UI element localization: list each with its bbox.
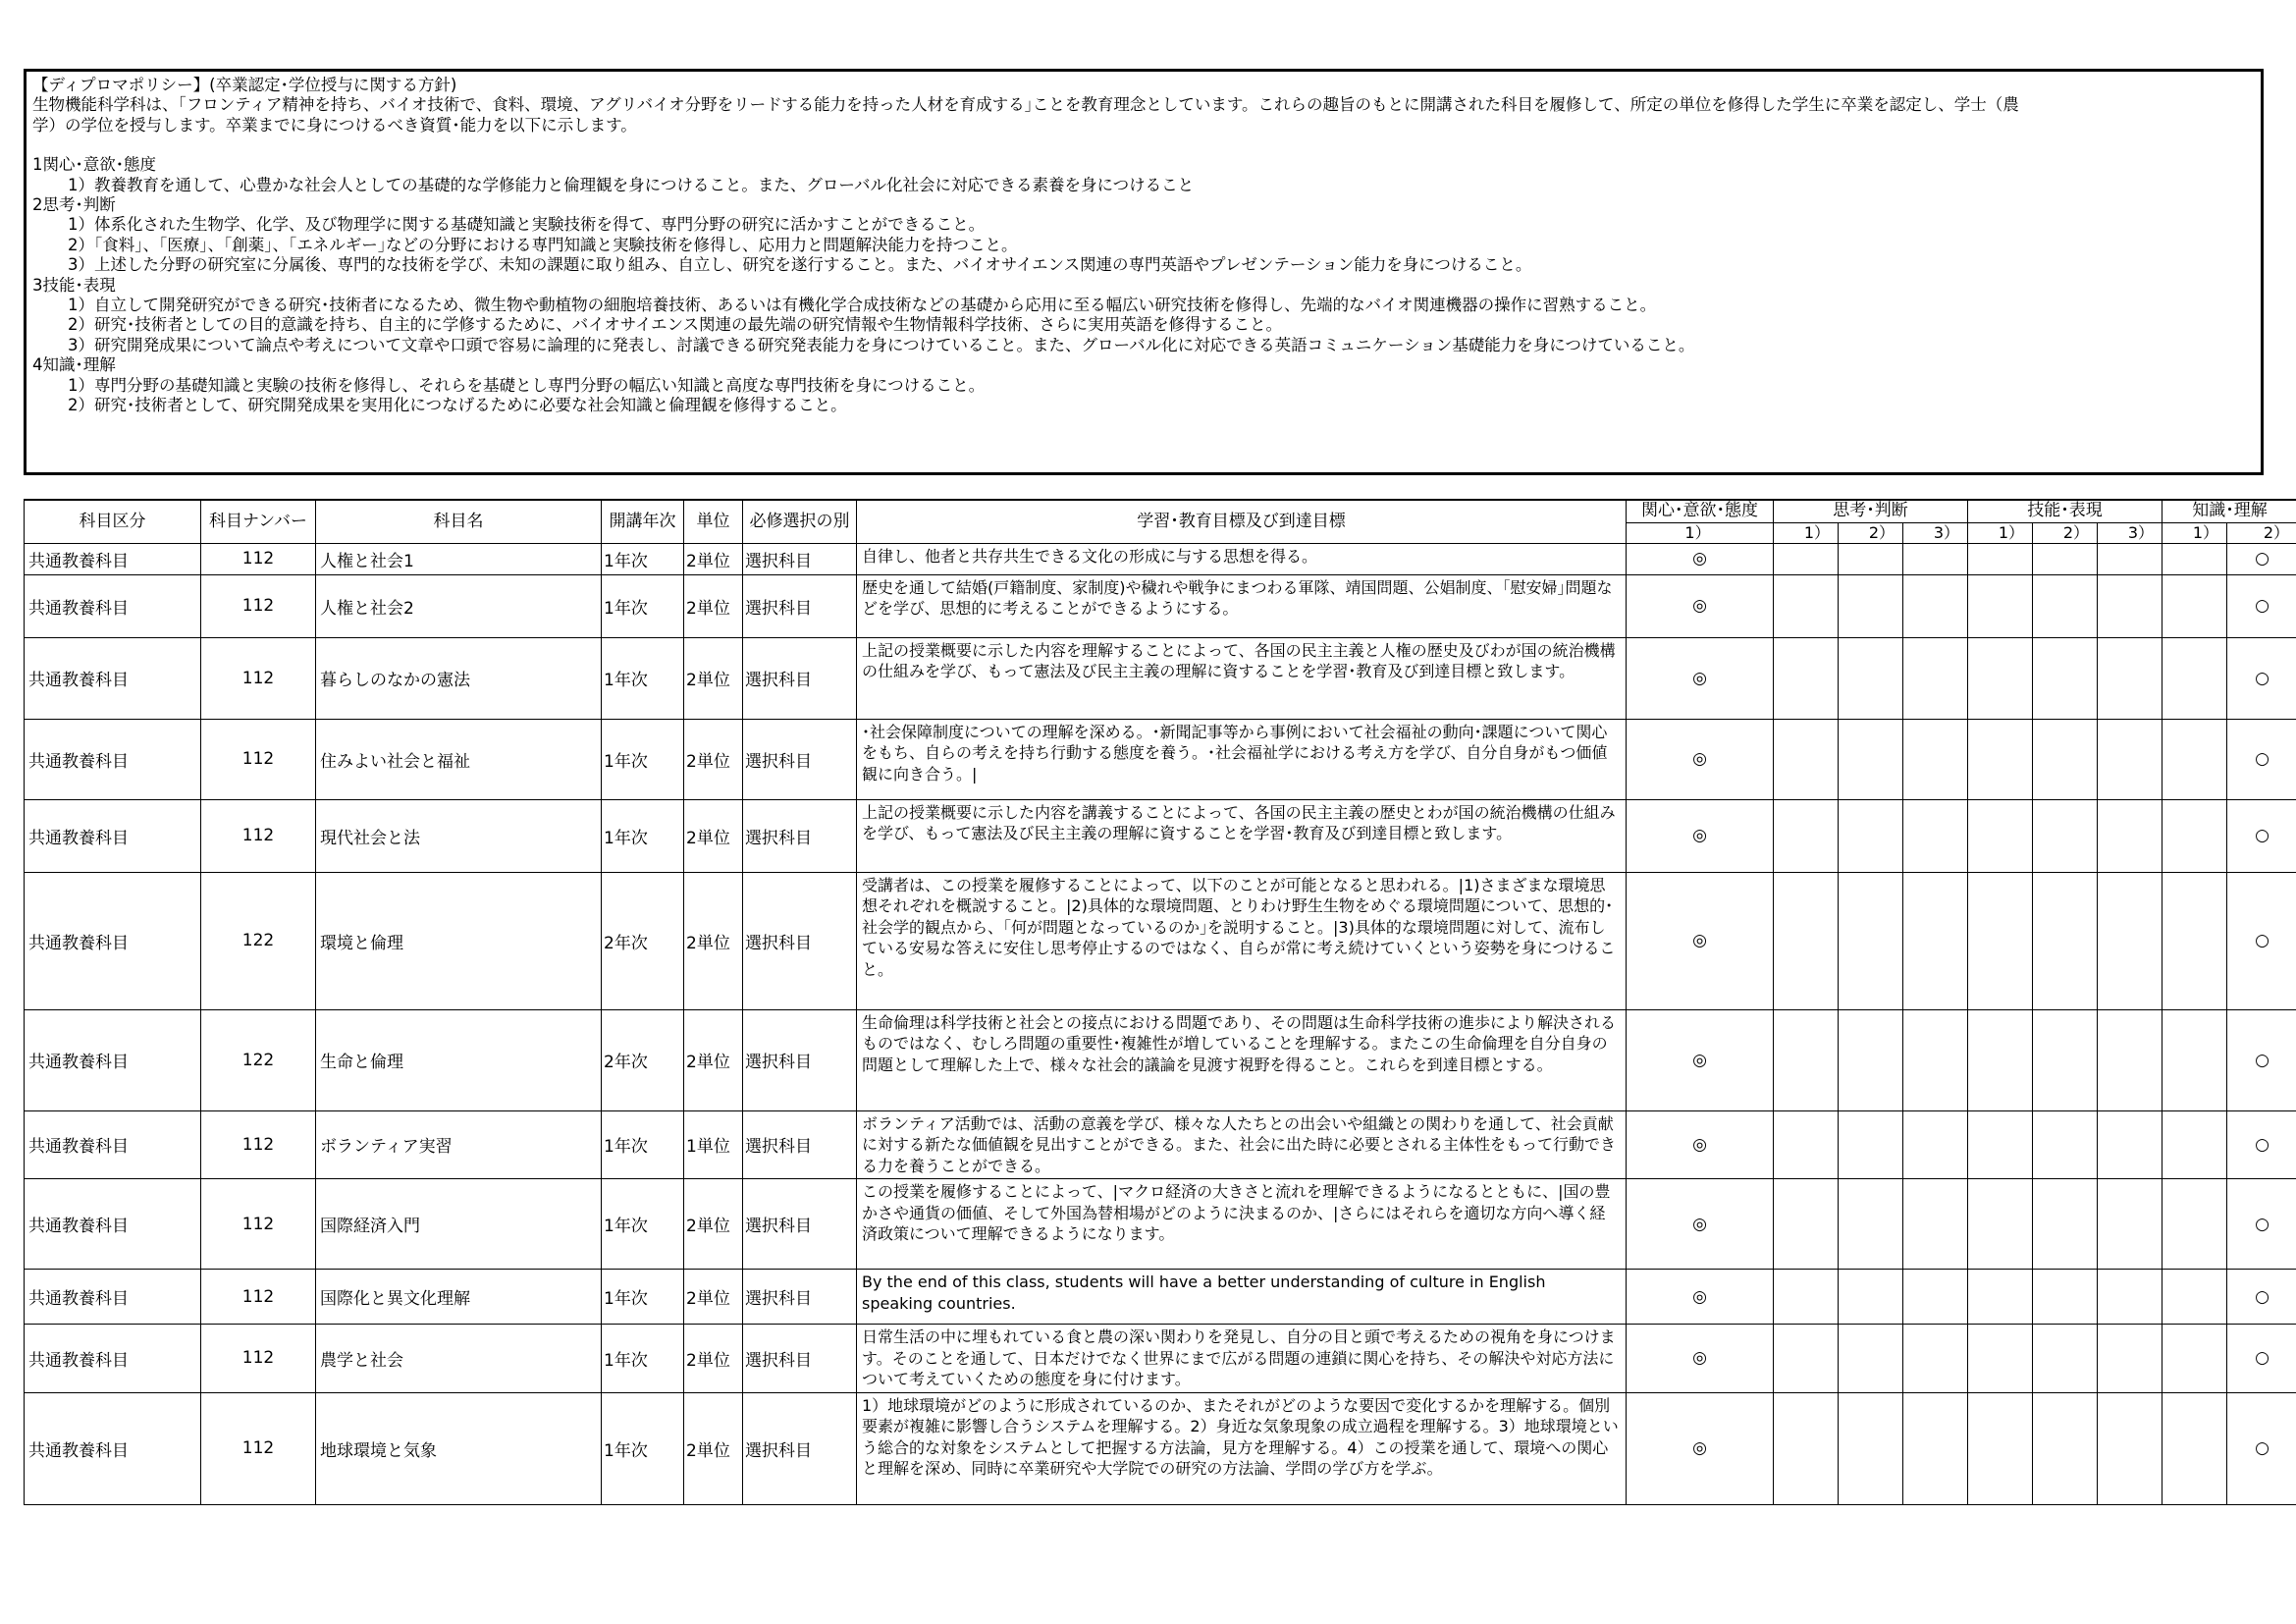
cell-number: 112 [201, 574, 316, 637]
mark-knowledge-2: ○ [2227, 543, 2296, 574]
header-required: 必修選択の別 [743, 500, 857, 543]
header-unit: 単位 [684, 500, 743, 543]
mark-interest-1: ◎ [1627, 1392, 1774, 1504]
cell-year: 1年次 [602, 574, 684, 637]
cell-unit: 2単位 [684, 1325, 743, 1393]
cell-year: 2年次 [602, 872, 684, 1009]
cell-name: 国際化と異文化理解 [316, 1270, 602, 1325]
cell-year: 1年次 [602, 1392, 684, 1504]
cell-name: 人権と社会2 [316, 574, 602, 637]
cell-unit: 2単位 [684, 637, 743, 719]
table-row [25, 1270, 2296, 1325]
policy-spacer [32, 135, 2255, 155]
sub-skills-2: 2） [2033, 522, 2098, 543]
cell-number: 122 [201, 1009, 316, 1110]
cell-year: 1年次 [602, 799, 684, 872]
mark-interest-1: ◎ [1627, 1110, 1774, 1179]
cell-category: 共通教養科目 [25, 1110, 201, 1179]
header-year: 開講年次 [602, 500, 684, 543]
cell-name: 住みよい社会と福祉 [316, 719, 602, 799]
sub-thinking-1: 1） [1774, 522, 1839, 543]
mark-interest-1: ◎ [1627, 872, 1774, 1009]
table-row [25, 719, 2296, 799]
cell-number: 112 [201, 799, 316, 872]
header-course-number: 科目ナンバー [201, 500, 316, 543]
cell-required: 選択科目 [743, 574, 857, 637]
table-row [25, 574, 2296, 637]
section-4-title: 4知識･理解 [32, 355, 116, 375]
cell-year: 1年次 [602, 1325, 684, 1393]
cell-name: 現代社会と法 [316, 799, 602, 872]
cell-unit: 2単位 [684, 1392, 743, 1504]
mark-knowledge-2: ○ [2227, 1110, 2296, 1179]
sub-knowledge-1: 1） [2163, 522, 2227, 543]
mark-interest-1: ◎ [1627, 574, 1774, 637]
sub-skills-1: 1） [1968, 522, 2033, 543]
header-thinking: 思考･判断 [1774, 500, 1968, 522]
cell-year: 1年次 [602, 1270, 684, 1325]
cell-goal: 受講者は、この授業を履修することによって、以下のことが可能となると思われる。|1)さまざまな環境思想それぞれを概説すること。|2)具体的な環境問題、とりわけ野生生物をめぐる環境問題について、思想的･社会学的観点から、｢何が問題となっているのか｣を説明すること。|3)具体的な環境問題に対して、流布している安易な答えに安住し思考停止するのではなく、自らが常に考え続けていくという姿勢を身につけること。 [857, 872, 1627, 1009]
mark-knowledge-2: ○ [2227, 799, 2296, 872]
cell-number: 112 [201, 1270, 316, 1325]
cell-required: 選択科目 [743, 1110, 857, 1179]
section-3-item-2: 2）研究･技術者としての目的意識を持ち、自主的に学修するために、バイオサイエンス関連の最先端の研究情報や生物情報科学技術、さらに実用英語を修得すること。 [68, 315, 1282, 335]
section-2-title: 2思考･判断 [32, 195, 116, 215]
mark-knowledge-2: ○ [2227, 1325, 2296, 1393]
sub-interest-1: 1） [1627, 522, 1774, 543]
section-1-item-1: 1）教養教育を通して、心豊かな社会人としての基礎的な学修能力と倫理観を身につけること。また、グローバル化社会に対応できる素養を身につけること [68, 175, 1195, 194]
table-row [25, 799, 2296, 872]
mark-interest-1: ◎ [1627, 719, 1774, 799]
cell-unit: 1単位 [684, 1110, 743, 1179]
sub-knowledge-2: 2） [2227, 522, 2296, 543]
cell-required: 選択科目 [743, 1392, 857, 1504]
cell-category: 共通教養科目 [25, 1009, 201, 1110]
mark-knowledge-2: ○ [2227, 637, 2296, 719]
cell-required: 選択科目 [743, 799, 857, 872]
policy-intro-line-2: 学）の学位を授与します。卒業までに身につけるべき資質･能力を以下に示します。 [32, 115, 637, 135]
table-row [25, 1325, 2296, 1393]
cell-number: 112 [201, 637, 316, 719]
cell-name: 人権と社会1 [316, 543, 602, 574]
cell-year: 1年次 [602, 543, 684, 574]
cell-required: 選択科目 [743, 543, 857, 574]
cell-name: 環境と倫理 [316, 872, 602, 1009]
cell-number: 112 [201, 543, 316, 574]
mark-interest-1: ◎ [1627, 543, 1774, 574]
cell-number: 112 [201, 1110, 316, 1179]
mark-knowledge-2: ○ [2227, 1009, 2296, 1110]
mark-knowledge-2: ○ [2227, 1179, 2296, 1270]
table-row [25, 1179, 2296, 1270]
cell-number: 112 [201, 1392, 316, 1504]
header-category: 科目区分 [25, 500, 201, 543]
cell-required: 選択科目 [743, 872, 857, 1009]
header-interest: 関心･意欲･態度 [1627, 500, 1774, 522]
section-1-title: 1関心･意欲･態度 [32, 155, 156, 175]
cell-category: 共通教養科目 [25, 1270, 201, 1325]
cell-unit: 2単位 [684, 1270, 743, 1325]
cell-required: 選択科目 [743, 1009, 857, 1110]
cell-goal: 自律し、他者と共存共生できる文化の形成に与する思想を得る。 [857, 543, 1627, 574]
sub-thinking-3: 3） [1903, 522, 1968, 543]
mark-interest-1: ◎ [1627, 1009, 1774, 1110]
cell-number: 112 [201, 719, 316, 799]
header-goals: 学習･教育目標及び到達目標 [857, 500, 1627, 543]
sub-skills-3: 3） [2098, 522, 2163, 543]
cell-goal: 上記の授業概要に示した内容を理解することによって、各国の民主主義と人権の歴史及びわが国の統治機構の仕組みを学び、もって憲法及び民主主義の理解に資することを学習･教育及び到達目標と致します。 [857, 637, 1627, 719]
cell-category: 共通教養科目 [25, 1325, 201, 1393]
cell-required: 選択科目 [743, 1325, 857, 1393]
mark-interest-1: ◎ [1627, 637, 1774, 719]
cell-category: 共通教養科目 [25, 1179, 201, 1270]
cell-year: 1年次 [602, 719, 684, 799]
table-row [25, 1110, 2296, 1179]
policy-heading: 【ディプロマポリシー】(卒業認定･学位授与に関する方針) [32, 76, 457, 94]
sub-thinking-2: 2） [1839, 522, 1903, 543]
cell-category: 共通教養科目 [25, 574, 201, 637]
cell-goal: 上記の授業概要に示した内容を講義することによって、各国の民主主義の歴史とわが国の統治機構の仕組みを学び、もって憲法及び民主主義の理解に資することを学習･教育及び到達目標と致します。 [857, 799, 1627, 872]
mark-interest-1: ◎ [1627, 1270, 1774, 1325]
cell-category: 共通教養科目 [25, 799, 201, 872]
policy-intro-line-1: 生物機能科学科は、｢フロンティア精神を持ち、バイオ技術で、食料、環境、アグリバイオ分野をリードする能力を持った人材を育成する｣ことを教育理念としています。これらの趣旨のもとに開講された科目を履修して、所定の単位を修得した学生に卒業を認定し、学士（農 [32, 95, 2019, 115]
cell-name: 国際経済入門 [316, 1179, 602, 1270]
section-3-item-3: 3）研究開発成果について論点や考えについて文章や口頭で容易に論理的に発表し、討議できる研究発表能力を身につけていること。また、グローバル化に対応できる英語コミュニケーション基礎能力を身につけていること。 [68, 335, 1695, 354]
cell-category: 共通教養科目 [25, 719, 201, 799]
cell-year: 1年次 [602, 1110, 684, 1179]
mark-knowledge-2: ○ [2227, 1392, 2296, 1504]
header-skills: 技能･表現 [1968, 500, 2163, 522]
cell-number: 112 [201, 1325, 316, 1393]
cell-required: 選択科目 [743, 719, 857, 799]
section-3-item-1: 1）自立して開発研究ができる研究･技術者になるため、微生物や動植物の細胞培養技術、あるいは有機化学合成技術などの基礎から応用に至る幅広い研究技術を修得し、先端的なバイオ関連機器の操作に習熟すること。 [68, 296, 1657, 315]
header-knowledge: 知識･理解 [2163, 500, 2296, 522]
cell-unit: 2単位 [684, 1179, 743, 1270]
section-2-item-3: 3）上述した分野の研究室に分属後、専門的な技術を学び、未知の課題に取り組み、自立し、研究を遂行すること。また、バイオサイエンス関連の専門英語やプレゼンテーション能力を身につけること。 [68, 255, 1532, 275]
cell-name: 暮らしのなかの憲法 [316, 637, 602, 719]
mark-knowledge-2: ○ [2227, 574, 2296, 637]
cell-goal: By the end of this class, students will have a better understanding of culture in English speaking countries. [857, 1270, 1627, 1325]
cell-unit: 2単位 [684, 543, 743, 574]
cell-required: 選択科目 [743, 637, 857, 719]
table-row [25, 872, 2296, 1009]
mark-knowledge-2: ○ [2227, 872, 2296, 1009]
course-table [24, 499, 2296, 1505]
table-row [25, 1392, 2296, 1504]
cell-unit: 2単位 [684, 1009, 743, 1110]
cell-name: ボランティア実習 [316, 1110, 602, 1179]
section-3-title: 3技能･表現 [32, 275, 116, 295]
cell-unit: 2単位 [684, 574, 743, 637]
header-course-name: 科目名 [316, 500, 602, 543]
cell-required: 選択科目 [743, 1179, 857, 1270]
cell-number: 112 [201, 1179, 316, 1270]
cell-year: 1年次 [602, 637, 684, 719]
section-4-item-1: 1）専門分野の基礎知識と実験の技術を修得し、それらを基礎とし専門分野の幅広い知識と高度な専門技術を身につけること。 [68, 375, 986, 395]
cell-unit: 2単位 [684, 799, 743, 872]
cell-category: 共通教養科目 [25, 872, 201, 1009]
cell-name: 地球環境と気象 [316, 1392, 602, 1504]
cell-goal: ボランティア活動では、活動の意義を学び、様々な人たちとの出会いや組織との関わりを通して、社会貢献に対する新たな価値観を見出すことができる。また、社会に出た時に必要とされる主体性をもって行動できる力を養うことができる。 [857, 1110, 1627, 1179]
section-4-item-2: 2）研究･技術者として、研究開発成果を実用化につなげるために必要な社会知識と倫理観を修得すること。 [68, 396, 847, 415]
cell-goal: 生命倫理は科学技術と社会との接点における問題であり、その問題は生命科学技術の進歩により解決されるものではなく、むしろ問題の重要性･複雑性が増していることを理解する。またこの生命倫理を自分自身の問題として理解した上で、様々な社会的議論を見渡す視野を得ること。これらを到達目標とする。 [857, 1009, 1627, 1110]
mark-knowledge-2: ○ [2227, 719, 2296, 799]
cell-unit: 2単位 [684, 872, 743, 1009]
section-2-item-1: 1）体系化された生物学、化学、及び物理学に関する基礎知識と実験技術を得て、専門分野の研究に活かすことができること。 [68, 215, 986, 235]
cell-required: 選択科目 [743, 1270, 857, 1325]
table-row [25, 543, 2296, 574]
cell-goal: ･社会保障制度についての理解を深める。･新聞記事等から事例において社会福祉の動向･課題について関心をもち、自らの考えを持ち行動する態度を養う。･社会福祉学における考え方を学び、自分自身がもつ価値観に向き合う。| [857, 719, 1627, 799]
cell-category: 共通教養科目 [25, 637, 201, 719]
mark-interest-1: ◎ [1627, 799, 1774, 872]
cell-goal: 歴史を通して結婚(戸籍制度、家制度)や穢れや戦争にまつわる軍隊、靖国問題、公娼制度、｢慰安婦｣問題などを学び、思想的に考えることができるようにする。 [857, 574, 1627, 637]
cell-goal: 1）地球環境がどのように形成されているのか、またそれがどのような要因で変化するかを理解する。個別要素が複雑に影響し合うシステムを理解する。2）身近な気象現象の成立過程を理解する。3）地球環境という総合的な対象をシステムとして把握する方法論，見方を理解する。4）この授業を通して、環境への関心と理解を深め、同時に卒業研究や大学院での研究の方法論、学問の学び方を学ぶ。 [857, 1392, 1627, 1504]
mark-interest-1: ◎ [1627, 1179, 1774, 1270]
table-row [25, 637, 2296, 719]
cell-year: 1年次 [602, 1179, 684, 1270]
cell-name: 農学と社会 [316, 1325, 602, 1393]
cell-goal: 日常生活の中に埋もれている食と農の深い関わりを発見し、自分の目と頭で考えるための視角を身につけます。そのことを通して、日本だけでなく世界にまで広がる問題の連鎖に関心を持ち、その解決や対応方法について考えていくための態度を身に付けます。 [857, 1325, 1627, 1393]
mark-interest-1: ◎ [1627, 1325, 1774, 1393]
cell-name: 生命と倫理 [316, 1009, 602, 1110]
mark-knowledge-2: ○ [2227, 1270, 2296, 1325]
table-row [25, 1009, 2296, 1110]
cell-goal: この授業を履修することによって、|マクロ経済の大きさと流れを理解できるようになるとともに、|国の豊かさや通貨の価値、そして外国為替相場がどのように決まるのか、|さらにはそれらを適切な方向へ導く経済政策について理解できるようになります。 [857, 1179, 1627, 1270]
cell-number: 122 [201, 872, 316, 1009]
cell-category: 共通教養科目 [25, 543, 201, 574]
cell-unit: 2単位 [684, 719, 743, 799]
section-2-item-2: 2）｢食料｣、｢医療｣、｢創薬｣、｢エネルギー｣などの分野における専門知識と実験技術を修得し、応用力と問題解決能力を持つこと。 [68, 235, 1018, 254]
cell-category: 共通教養科目 [25, 1392, 201, 1504]
cell-year: 2年次 [602, 1009, 684, 1110]
diploma-policy-box [24, 69, 2264, 475]
